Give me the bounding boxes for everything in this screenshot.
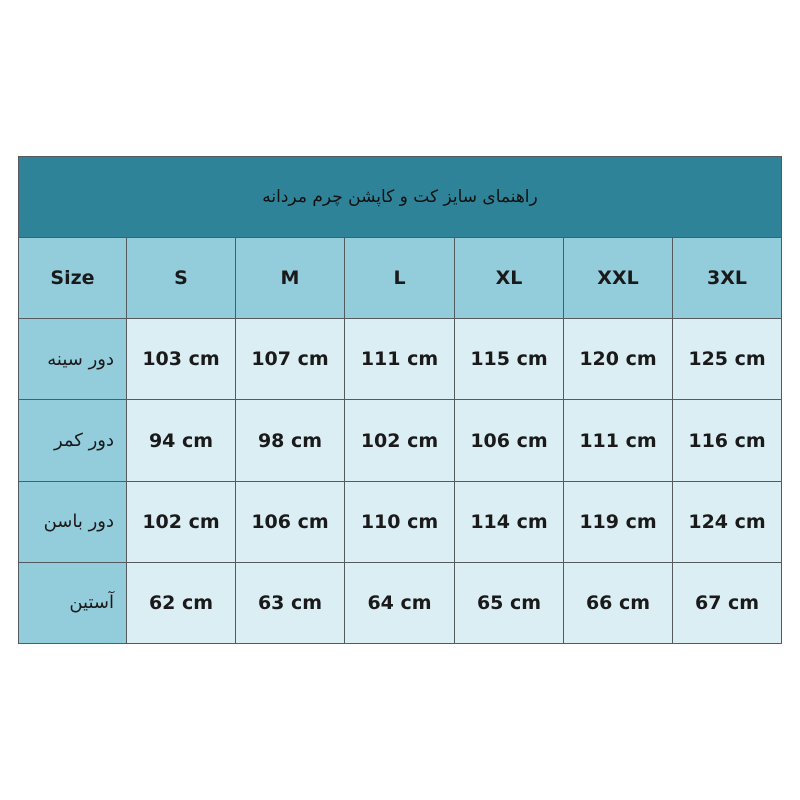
table-cell: 63 cm [236, 562, 345, 643]
size-corner-label: Size [19, 238, 127, 319]
title-row [19, 157, 782, 238]
table-cell: 65 cm [455, 562, 564, 643]
size-header-m: M [236, 238, 345, 319]
table-cell: 115 cm [455, 319, 564, 400]
chart-title: راهنمای سایز کت و کاپشن چرم مردانه [19, 157, 782, 238]
size-header-3xl: 3XL [673, 238, 782, 319]
table-cell: 106 cm [236, 481, 345, 562]
table-cell: 111 cm [345, 319, 455, 400]
table-cell: 103 cm [127, 319, 236, 400]
table-cell: 110 cm [345, 481, 455, 562]
table-cell: 106 cm [455, 400, 564, 481]
table-cell: 64 cm [345, 562, 455, 643]
table-row-hip [19, 481, 782, 562]
table-cell: 67 cm [673, 562, 782, 643]
size-header-xl: XL [455, 238, 564, 319]
table-cell: 94 cm [127, 400, 236, 481]
size-header-s: S [127, 238, 236, 319]
table-cell: 98 cm [236, 400, 345, 481]
table-cell: 125 cm [673, 319, 782, 400]
table-cell: 102 cm [127, 481, 236, 562]
table-cell: 114 cm [455, 481, 564, 562]
table-cell: 66 cm [564, 562, 673, 643]
header-row [19, 238, 782, 319]
table-row-waist [19, 400, 782, 481]
table-cell: 107 cm [236, 319, 345, 400]
table-cell: 102 cm [345, 400, 455, 481]
table-row-sleeve [19, 562, 782, 643]
table-cell: 120 cm [564, 319, 673, 400]
table-cell: 124 cm [673, 481, 782, 562]
row-label-waist: دور کمر [19, 400, 127, 481]
size-chart-table [18, 156, 782, 644]
table-cell: 116 cm [673, 400, 782, 481]
table-cell: 62 cm [127, 562, 236, 643]
row-label-chest: دور سینه [19, 319, 127, 400]
table-row-chest [19, 319, 782, 400]
row-label-sleeve: آستین [19, 562, 127, 643]
size-header-l: L [345, 238, 455, 319]
row-label-hip: دور باسن [19, 481, 127, 562]
table-cell: 111 cm [564, 400, 673, 481]
size-header-xxl: XXL [564, 238, 673, 319]
table-cell: 119 cm [564, 481, 673, 562]
